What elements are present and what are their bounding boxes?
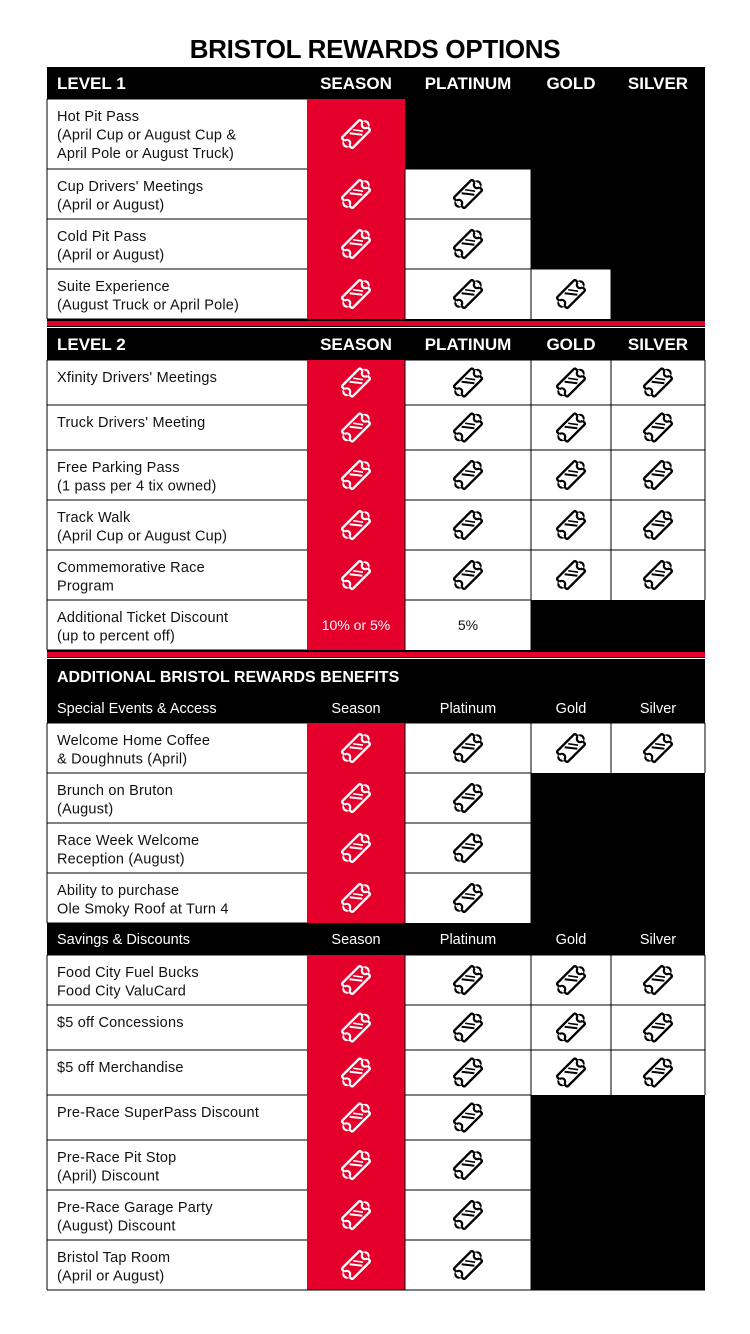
row-label: Free Parking Pass xyxy=(57,460,180,476)
page-title: BRISTOL REWARDS OPTIONS xyxy=(189,34,561,64)
row-label: Track Walk xyxy=(57,510,131,526)
header-col-platinum: PLATINUM xyxy=(424,74,512,93)
header-col-platinum: Platinum xyxy=(439,701,497,717)
cell-empty xyxy=(611,269,705,319)
header-label: Special Events & Access xyxy=(57,701,217,717)
cell-empty xyxy=(531,169,611,219)
header-col-season: Season xyxy=(331,932,381,948)
row-label: (August Truck or April Pole) xyxy=(57,297,240,314)
cell-empty xyxy=(531,219,611,269)
cell-empty xyxy=(531,873,611,923)
header-col-season: SEASON xyxy=(320,335,392,354)
row-label: Race Week Welcome xyxy=(57,833,200,849)
header-label: LEVEL 2 xyxy=(57,335,126,354)
cell-empty xyxy=(611,1190,705,1240)
header-col-gold: GOLD xyxy=(546,335,596,354)
cell-text: 5% xyxy=(457,617,479,633)
row-label: $5 off Concessions xyxy=(57,1015,184,1031)
row-label: (April Cup or August Cup) xyxy=(57,528,228,545)
cell-empty xyxy=(611,600,705,650)
cell-empty xyxy=(531,1190,611,1240)
row-label: Bristol Tap Room xyxy=(57,1250,171,1266)
row-label: Brunch on Bruton xyxy=(57,783,174,799)
section-divider-red xyxy=(47,321,705,326)
cell-empty xyxy=(611,1240,705,1290)
row-label: April Pole or August Truck) xyxy=(57,146,235,162)
cell-empty xyxy=(611,773,705,823)
header-col-platinum: Platinum xyxy=(439,932,497,948)
cell-empty xyxy=(531,1140,611,1190)
row-label: (April) Discount xyxy=(57,1168,160,1185)
row-label: $5 off Merchandise xyxy=(57,1060,184,1076)
cell-empty xyxy=(611,823,705,873)
row-label: Ability to purchase xyxy=(57,883,180,899)
row-label: Food City ValuCard xyxy=(57,983,187,1000)
row-label: Program xyxy=(57,578,114,595)
row-label: Commemorative Race xyxy=(57,560,205,576)
row-label: Pre-Race SuperPass Discount xyxy=(57,1105,260,1121)
row-label: (April or August) xyxy=(57,1268,165,1285)
cell-empty xyxy=(611,1095,705,1140)
cell-empty xyxy=(405,99,531,169)
section-divider-red xyxy=(47,652,705,657)
cell-empty xyxy=(531,1095,611,1140)
row-label: & Doughnuts (April) xyxy=(57,751,188,768)
cell-empty xyxy=(531,600,611,650)
row-label: Xfinity Drivers' Meetings xyxy=(57,370,218,386)
row-label: Reception (August) xyxy=(57,851,185,868)
cell-empty xyxy=(531,99,611,169)
header-col-season: Season xyxy=(331,701,381,717)
row-label: (April or August) xyxy=(57,247,165,264)
row-label: (August) xyxy=(57,801,114,818)
row-label: (1 pass per 4 tix owned) xyxy=(57,478,217,495)
header-col-season: SEASON xyxy=(320,74,392,93)
header-col-silver: SILVER xyxy=(627,74,689,93)
header-col-silver: Silver xyxy=(639,701,677,717)
row-label: Additional Ticket Discount xyxy=(57,610,229,626)
header-col-platinum: PLATINUM xyxy=(424,335,512,354)
header-col-gold: GOLD xyxy=(546,74,596,93)
header-col-gold: Gold xyxy=(555,932,587,948)
cell-empty xyxy=(531,1240,611,1290)
section-banner-label: ADDITIONAL BRISTOL REWARDS BENEFITS xyxy=(57,669,400,686)
row-label: (up to percent off) xyxy=(57,628,175,645)
row-label: Cold Pit Pass xyxy=(57,229,147,245)
cell-text: 10% or 5% xyxy=(321,617,391,633)
cell-empty xyxy=(611,99,705,169)
row-label: Hot Pit Pass xyxy=(57,109,140,125)
row-label: Welcome Home Coffee xyxy=(57,733,211,749)
row-label: Pre-Race Garage Party xyxy=(57,1200,213,1216)
header-col-silver: SILVER xyxy=(627,335,689,354)
row-label: (April Cup or August Cup & xyxy=(57,127,237,144)
cell-empty xyxy=(611,169,705,219)
row-label: (August) Discount xyxy=(57,1218,176,1235)
row-label: Pre-Race Pit Stop xyxy=(57,1150,177,1166)
row-label: Cup Drivers' Meetings xyxy=(57,179,204,195)
header-label: Savings & Discounts xyxy=(57,932,190,948)
cell-empty xyxy=(611,1140,705,1190)
row-label: Ole Smoky Roof at Turn 4 xyxy=(57,901,229,918)
cell-empty xyxy=(611,219,705,269)
cell-empty xyxy=(531,823,611,873)
header-col-gold: Gold xyxy=(555,701,587,717)
header-col-silver: Silver xyxy=(639,932,677,948)
cell-empty xyxy=(611,873,705,923)
row-label: Truck Drivers' Meeting xyxy=(57,415,206,431)
row-label: (April or August) xyxy=(57,197,165,214)
cell-empty xyxy=(531,773,611,823)
row-label: Suite Experience xyxy=(57,279,170,295)
header-label: LEVEL 1 xyxy=(57,74,126,93)
row-label: Food City Fuel Bucks xyxy=(57,965,199,981)
